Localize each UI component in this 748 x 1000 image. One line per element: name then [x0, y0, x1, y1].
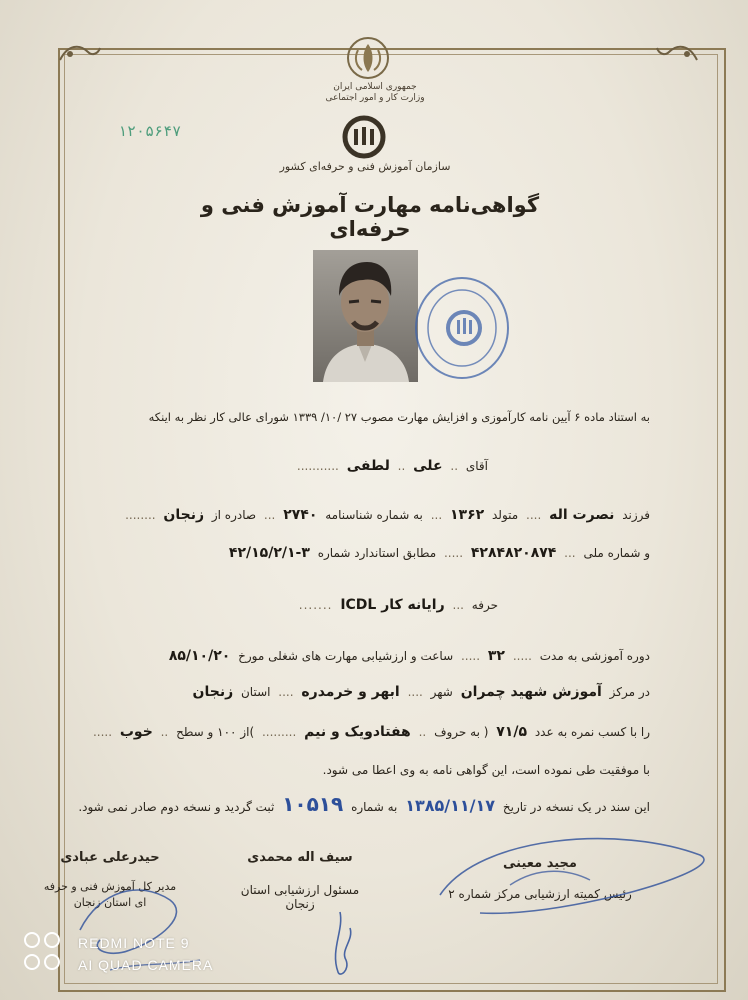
camera-watermark [78, 932, 213, 976]
registry-prefix: این سند در یک نسخه در تاریخ [502, 800, 650, 814]
portrait-photo [313, 250, 418, 382]
signature-scribble-2 [310, 910, 370, 980]
signature-title-1: رئیس کمیته ارزشیابی مرکز شماره ۲ [448, 887, 632, 901]
city-label: شهر [430, 685, 453, 699]
registry-line [70, 792, 652, 816]
profession-value: رایانه کار ICDL [340, 597, 445, 613]
last-name: لطفی [346, 458, 390, 474]
standard-number: ۳-۴۲/۱۵/۲/۱ [228, 545, 310, 561]
name-prefix: آقای [465, 459, 488, 473]
province-label: استان [240, 685, 271, 699]
standard-label: مطابق استاندارد شماره [317, 546, 437, 560]
iran-emblem-icon [346, 36, 390, 80]
national-label: و شماره ملی [583, 546, 650, 560]
signature-name-2: سیف اله محمدی [247, 850, 353, 865]
father-label: فرزند [622, 508, 650, 522]
national-id-line: و شماره ملی ... ۴۲۸۴۸۲۰۸۷۴ ..... مطابق استاندارد شماره ۳-۴۲/۱۵/۲/۱ [228, 545, 650, 561]
serial-number: ۱۲۰۵۶۴۷ [118, 122, 182, 140]
province-name: زنجان [192, 684, 234, 700]
course-hours-tail: ساعت و ارزشیابی مهارت های شغلی مورخ [238, 649, 454, 663]
signature-title-2: مسئول ارزشیابی استان زنجان [240, 883, 360, 911]
profession-label: حرفه [471, 598, 498, 612]
national-id: ۴۲۸۴۸۲۰۸۷۴ [470, 545, 557, 561]
father-name: نصرت اله [549, 507, 615, 523]
registry-number: ۱۰۵۱۹ [282, 792, 344, 816]
intro-line [92, 410, 652, 424]
person-name-line: آقای .. علی .. لطفی ........... [296, 458, 488, 474]
official-seal-stamp [412, 272, 512, 384]
center-label: در مرکز [609, 685, 650, 699]
id-label: به شماره شناسنامه [325, 508, 423, 522]
ministry-line: وزارت کار و امور اجتماعی [325, 93, 425, 103]
registry-date: ۱۳۸۵/۱۱/۱۷ [405, 796, 496, 815]
success-line [300, 763, 652, 777]
registry-suffix: ثبت گردید و نسخه دوم صادر نمی شود. [78, 800, 275, 814]
camera-watermark-logo-icon [24, 932, 72, 976]
birth-label: متولد [492, 508, 519, 522]
first-name: علی [413, 458, 443, 474]
signature-scribble-1 [420, 825, 720, 935]
organization-name: سازمان آموزش فنی و حرفه‌ای کشور [279, 160, 451, 173]
signature-name-1: مجید معینی [503, 856, 577, 871]
grade-words: هفتادویک و نیم [304, 724, 411, 740]
republic-line: جمهوری اسلامی ایران [333, 82, 417, 92]
signature-block-2 [230, 850, 370, 911]
course-line: دوره آموزشی به مدت ..... ۳۲ ..... ساعت و ارزشیابی مهارت های شغلی مورخ ۸۵/۱۰/۲۰ [168, 648, 650, 664]
signature-name-3: حیدرعلی عبادی [60, 850, 160, 865]
corner-ornament-left [58, 42, 102, 64]
center-name: آموزش شهید چمران [460, 684, 602, 700]
success-text: با موفقیت طی نموده است، این گواهی نامه به وی اعطا می شود. [322, 763, 650, 777]
certificate-title: گواهی‌نامه مهارت آموزش فنی و حرفه‌ای [200, 193, 540, 241]
father-line: فرزند نصرت اله .... متولد ۱۳۶۲ ... به شماره شناسنامه ۲۷۴۰ ... صادره از زنجان ........ [125, 507, 650, 523]
grade-numeric: ۷۱/۵ [496, 724, 527, 740]
grade-words-label: ( به حروف [434, 725, 489, 739]
intro-text: به استناد ماده ۶ آیین نامه کارآموزی و افزایش مهارت مصوب ۲۷ /۱۰/ ۱۳۳۹ شورای عالی کار نظر به اینکه [148, 410, 650, 424]
issued-label: صادره از [211, 508, 257, 522]
ministry-header [300, 82, 450, 104]
issued-place: زنجان [163, 507, 205, 523]
course-label: دوره آموزشی به مدت [539, 649, 650, 663]
id-number: ۲۷۴۰ [283, 507, 318, 523]
city-name: ابهر و خرمدره [301, 684, 400, 700]
registry-number-label: به شماره [351, 800, 398, 814]
grade-line: را با کسب نمره به عدد ۷۱/۵ ( به حروف .. هفتادویک و نیم ......... )از ۱۰۰ و سطح .. خوب ..... [92, 724, 650, 740]
tvto-logo-icon [340, 115, 388, 159]
center-line: در مرکز آموزش شهید چمران شهر .... ابهر و خرمدره .... استان زنجان [192, 684, 650, 700]
birth-year: ۱۳۶۲ [449, 507, 485, 523]
profession-line: حرفه ... رایانه کار ICDL ....... [298, 597, 498, 613]
corner-ornament-right [655, 42, 699, 64]
signature-title-3: مدیر کل آموزش فنی و حرفه ای استان زنجان [43, 880, 177, 909]
camera-model: REDMI NOTE 9 [78, 935, 190, 951]
course-hours: ۳۲ [487, 648, 505, 664]
course-date: ۸۵/۱۰/۲۰ [168, 648, 231, 664]
grade-scale: )از ۱۰۰ و سطح [176, 725, 255, 739]
grade-level: خوب [119, 724, 153, 740]
grade-label: را با کسب نمره به عدد [534, 725, 650, 739]
camera-tagline: AI QUAD CAMERA [78, 957, 214, 973]
